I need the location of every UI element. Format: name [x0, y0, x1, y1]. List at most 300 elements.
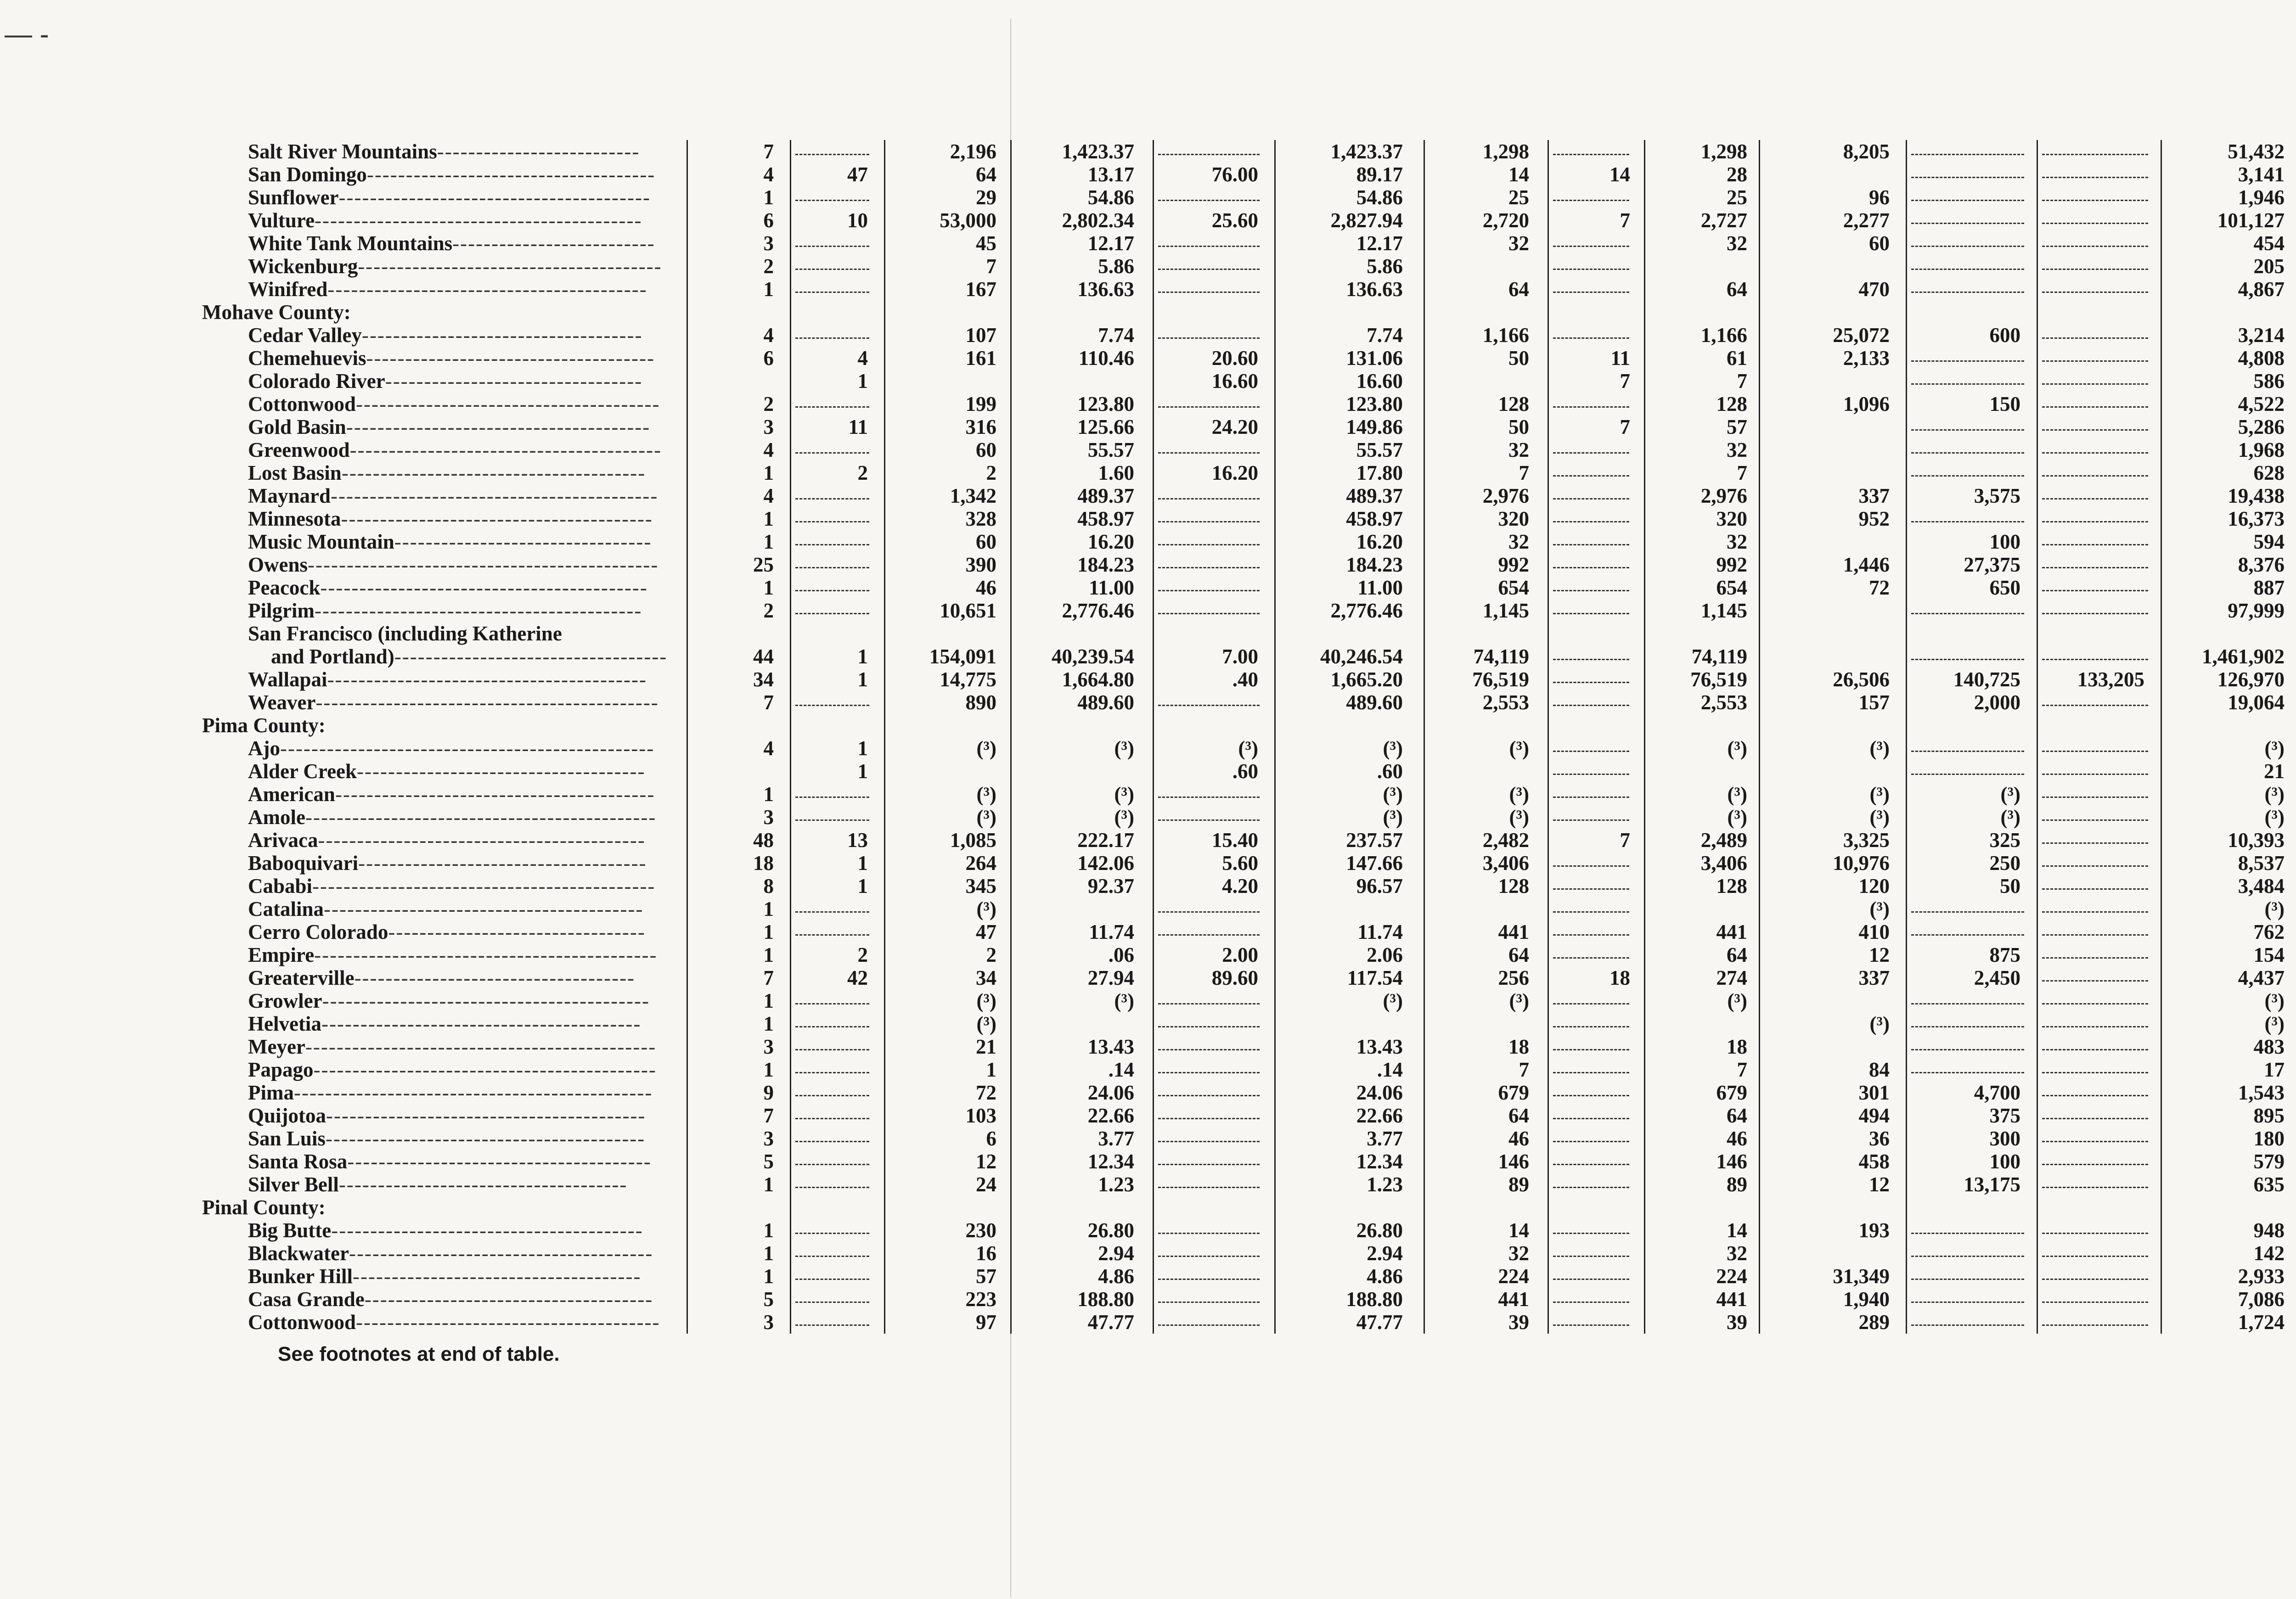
column-rule: [1548, 1311, 1549, 1334]
column-rule: [790, 255, 791, 278]
column-rule: [1274, 599, 1276, 622]
column-rule: [687, 1311, 688, 1334]
column-rule: [790, 1219, 791, 1242]
column-rule: [2037, 1104, 2038, 1127]
table-cell: 136.63: [1077, 278, 1134, 301]
table-cell: 4.86: [1367, 1265, 1403, 1288]
table-cell: 1,145: [1700, 599, 1747, 622]
column-rule: [1906, 966, 1907, 989]
column-rule: [1010, 875, 1012, 898]
table-cell: 36: [1869, 1127, 1890, 1150]
table-cell: 25: [1508, 186, 1529, 209]
empty-cell-dash: [1553, 774, 1629, 775]
column-rule: [1906, 943, 1907, 966]
column-rule: [884, 438, 885, 461]
column-rule: [1010, 714, 1012, 737]
table-cell: 4.86: [1098, 1265, 1134, 1288]
table-row: [202, 1288, 2296, 1311]
column-rule: [1906, 1311, 1907, 1334]
column-rule: [1759, 347, 1760, 370]
empty-cell-dash: [2042, 1003, 2148, 1004]
empty-cell-dash: [2042, 705, 2148, 706]
empty-cell-dash: [1553, 613, 1629, 614]
empty-cell-dash: [1553, 567, 1629, 568]
table-cell: 13: [847, 829, 868, 852]
empty-cell-dash: [795, 292, 869, 293]
column-rule: [687, 163, 688, 186]
column-rule: [2037, 989, 2038, 1012]
column-rule: [884, 209, 885, 232]
column-rule: [1644, 714, 1645, 737]
table-row: [202, 530, 2296, 553]
column-rule: [884, 1104, 885, 1127]
column-rule: [1424, 393, 1425, 415]
column-rule: [1906, 461, 1907, 484]
empty-cell-dash: [2042, 980, 2148, 982]
column-rule: [687, 507, 688, 530]
column-rule: [1644, 691, 1645, 714]
table-cell: 184.23: [1346, 553, 1403, 576]
column-rule: [884, 1242, 885, 1265]
empty-cell-dash: [795, 269, 869, 270]
empty-cell-dash: [2042, 337, 2148, 339]
column-rule: [1548, 370, 1549, 393]
column-rule: [884, 1127, 885, 1150]
table-cell: 74,119: [1473, 645, 1529, 668]
column-rule: [884, 530, 885, 553]
table-cell: 441: [1498, 1288, 1529, 1311]
column-rule: [687, 668, 688, 691]
row-label: and Portland)-----------------------------------: [271, 645, 668, 668]
column-rule: [1644, 875, 1645, 898]
column-rule: [1153, 1242, 1154, 1265]
table-row: [202, 1173, 2296, 1196]
table-row: [202, 829, 2296, 852]
table-cell: 2,776.46: [1330, 599, 1403, 622]
column-rule: [790, 393, 791, 415]
empty-cell-dash: [1553, 521, 1629, 522]
table-cell: 11.00: [1357, 576, 1403, 599]
column-rule: [790, 461, 791, 484]
empty-cell-dash: [2042, 1164, 2148, 1165]
column-rule: [1644, 301, 1645, 324]
column-rule: [2037, 1265, 2038, 1288]
row-label: Peacock------------------------------------------: [248, 576, 648, 599]
empty-cell-dash: [1158, 613, 1260, 614]
table-cell: 7: [1620, 829, 1630, 852]
column-rule: [790, 1173, 791, 1196]
column-rule: [1644, 898, 1645, 920]
table-cell: 1: [763, 898, 774, 920]
column-rule: [884, 347, 885, 370]
table-cell: 2,720: [1482, 209, 1529, 232]
column-rule: [1906, 1173, 1907, 1196]
column-rule: [2161, 1081, 2162, 1104]
column-rule: [884, 622, 885, 645]
table-cell: 24.06: [1087, 1081, 1134, 1104]
column-rule: [1424, 1196, 1425, 1219]
table-cell: 12.34: [1356, 1150, 1403, 1173]
empty-cell-dash: [1158, 1256, 1260, 1257]
empty-cell-dash: [1553, 475, 1629, 477]
table-cell: 18: [753, 852, 774, 875]
column-rule: [1424, 1012, 1425, 1035]
column-rule: [884, 599, 885, 622]
column-rule: [1153, 943, 1154, 966]
table-cell: (³): [1509, 783, 1529, 806]
column-rule: [1424, 278, 1425, 301]
empty-cell-dash: [1158, 498, 1260, 499]
column-rule: [2161, 1288, 2162, 1311]
column-rule: [1010, 1127, 1012, 1150]
column-rule: [1010, 599, 1012, 622]
column-rule: [1644, 852, 1645, 875]
empty-cell-dash: [1553, 246, 1629, 247]
table-cell: 133,205: [2077, 668, 2144, 691]
column-rule: [2037, 1081, 2038, 1104]
table-cell: 11.00: [1089, 576, 1134, 599]
column-rule: [1153, 415, 1154, 438]
column-rule: [687, 461, 688, 484]
column-rule: [1274, 737, 1276, 760]
column-rule: [1010, 668, 1012, 691]
column-rule: [1759, 232, 1760, 255]
row-label: Empire--------------------------------------------: [248, 943, 658, 966]
table-cell: 22.66: [1356, 1104, 1403, 1127]
row-label: Greenwood----------------------------------------: [248, 438, 662, 461]
empty-cell-dash: [1158, 521, 1260, 522]
column-rule: [1548, 461, 1549, 484]
empty-cell-dash: [1158, 911, 1260, 913]
column-rule: [1548, 301, 1549, 324]
column-rule: [1644, 622, 1645, 645]
table-cell: 679: [1498, 1081, 1529, 1104]
column-rule: [1274, 1012, 1276, 1035]
table-row: [202, 1150, 2296, 1173]
table-cell: 890: [965, 691, 996, 714]
column-rule: [1644, 783, 1645, 806]
empty-cell-dash: [1553, 1279, 1629, 1280]
table-row: [202, 415, 2296, 438]
empty-cell-dash: [795, 613, 869, 614]
column-rule: [1010, 1265, 1012, 1288]
table-cell: 64: [1508, 278, 1529, 301]
table-cell: 4,700: [1974, 1081, 2020, 1104]
column-rule: [1424, 209, 1425, 232]
column-rule: [1153, 484, 1154, 507]
row-label: Cottonwood---------------------------------------: [248, 1311, 660, 1334]
table-cell: 3: [763, 1127, 774, 1150]
column-rule: [1906, 783, 1907, 806]
table-cell: 224: [1716, 1265, 1747, 1288]
table-cell: 48: [753, 829, 774, 852]
footnote: See footnotes at end of table.: [278, 1343, 560, 1365]
table-cell: 1: [763, 461, 774, 484]
table-cell: 26.80: [1356, 1219, 1403, 1242]
empty-cell-dash: [1553, 682, 1629, 683]
column-rule: [1548, 645, 1549, 668]
column-rule: [1906, 438, 1907, 461]
column-rule: [1906, 760, 1907, 783]
table-cell: 458.97: [1346, 507, 1403, 530]
table-cell: (³): [1114, 989, 1134, 1012]
column-rule: [1548, 668, 1549, 691]
table-cell: 390: [965, 553, 996, 576]
table-cell: 110.46: [1078, 347, 1134, 370]
empty-cell-dash: [2042, 452, 2148, 454]
empty-cell-dash: [1911, 177, 2024, 178]
table-cell: (³): [1509, 989, 1529, 1012]
column-rule: [1759, 1127, 1760, 1150]
table-cell: .60: [1377, 760, 1403, 783]
table-cell: 76.00: [1211, 163, 1258, 186]
column-rule: [1274, 1035, 1276, 1058]
table-cell: 7: [763, 140, 774, 163]
table-row: [202, 1012, 2296, 1035]
column-rule: [2161, 415, 2162, 438]
empty-cell-dash: [1911, 751, 2024, 752]
column-rule: [1424, 760, 1425, 783]
table-cell: 2: [763, 393, 774, 415]
column-rule: [1010, 852, 1012, 875]
column-rule: [1153, 324, 1154, 347]
table-cell: 27.94: [1087, 966, 1134, 989]
table-cell: (³): [1727, 783, 1747, 806]
table-cell: 654: [1498, 576, 1529, 599]
column-rule: [790, 1196, 791, 1219]
column-rule: [687, 278, 688, 301]
column-rule: [1906, 278, 1907, 301]
column-rule: [1010, 1058, 1012, 1081]
table-row: [202, 645, 2296, 668]
empty-cell-dash: [2042, 269, 2148, 270]
table-cell: 2,553: [1482, 691, 1529, 714]
column-rule: [2037, 1288, 2038, 1311]
column-rule: [1759, 737, 1760, 760]
column-rule: [1424, 1081, 1425, 1104]
column-rule: [2037, 645, 2038, 668]
table-cell: 60: [976, 438, 996, 461]
column-rule: [1644, 163, 1645, 186]
column-rule: [790, 966, 791, 989]
column-rule: [1906, 393, 1907, 415]
column-rule: [1010, 140, 1012, 163]
column-rule: [1010, 301, 1012, 324]
table-row: [202, 1035, 2296, 1058]
column-rule: [1759, 783, 1760, 806]
column-rule: [1274, 393, 1276, 415]
table-cell: 97,999: [2228, 599, 2285, 622]
empty-cell-dash: [2042, 1072, 2148, 1073]
column-rule: [2037, 1219, 2038, 1242]
empty-cell-dash: [1911, 1279, 2024, 1280]
column-rule: [687, 301, 688, 324]
table-cell: (³): [1869, 783, 1890, 806]
table-cell: 34: [976, 966, 996, 989]
table-row: [202, 1219, 2296, 1242]
row-label: Cedar Valley------------------------------------: [248, 324, 643, 347]
column-rule: [2037, 1127, 2038, 1150]
empty-cell-dash: [1158, 406, 1260, 408]
column-rule: [2037, 1035, 2038, 1058]
column-rule: [1906, 301, 1907, 324]
table-cell: 5: [763, 1150, 774, 1173]
row-label: Pinal County:: [202, 1196, 326, 1219]
column-rule: [884, 1265, 885, 1288]
column-rule: [1548, 140, 1549, 163]
table-cell: 47.77: [1087, 1311, 1134, 1334]
column-rule: [1644, 1035, 1645, 1058]
table-cell: (³): [976, 989, 996, 1012]
column-rule: [1274, 232, 1276, 255]
column-rule: [2037, 163, 2038, 186]
table-cell: 64: [1727, 1104, 1747, 1127]
empty-cell-dash: [1911, 383, 2024, 385]
table-cell: .40: [1232, 668, 1258, 691]
empty-cell-dash: [1553, 751, 1629, 752]
empty-cell-dash: [2042, 1095, 2148, 1096]
table-cell: 32: [1727, 438, 1747, 461]
column-rule: [2161, 1104, 2162, 1127]
column-rule: [687, 829, 688, 852]
column-rule: [1759, 553, 1760, 576]
table-cell: 14: [1508, 163, 1529, 186]
table-cell: 489.60: [1077, 691, 1134, 714]
column-rule: [1759, 1012, 1760, 1035]
table-cell: 150: [1989, 393, 2020, 415]
column-rule: [1153, 209, 1154, 232]
table-cell: 50: [2000, 875, 2020, 898]
table-cell: 16.60: [1211, 370, 1258, 393]
column-rule: [1906, 209, 1907, 232]
column-rule: [1644, 484, 1645, 507]
column-rule: [1274, 783, 1276, 806]
table-row: [202, 714, 2296, 737]
column-rule: [2161, 645, 2162, 668]
column-rule: [687, 1219, 688, 1242]
empty-cell-dash: [795, 1072, 869, 1073]
table-cell: 320: [1498, 507, 1529, 530]
table-cell: 2,933: [2238, 1265, 2285, 1288]
empty-cell-dash: [1158, 154, 1260, 155]
column-rule: [1424, 1104, 1425, 1127]
column-rule: [1548, 829, 1549, 852]
table-cell: 1: [763, 943, 774, 966]
column-rule: [884, 645, 885, 668]
column-rule: [1274, 691, 1276, 714]
column-rule: [1153, 668, 1154, 691]
empty-cell-dash: [1158, 1072, 1260, 1073]
column-rule: [1759, 163, 1760, 186]
table-cell: 22.66: [1087, 1104, 1134, 1127]
column-rule: [687, 1265, 688, 1288]
table-cell: 72: [976, 1081, 996, 1104]
empty-cell-dash: [2042, 613, 2148, 614]
column-rule: [790, 209, 791, 232]
column-rule: [1759, 576, 1760, 599]
column-rule: [1010, 278, 1012, 301]
table-cell: 128: [1716, 393, 1747, 415]
empty-cell-dash: [1553, 1233, 1629, 1234]
column-rule: [1759, 760, 1760, 783]
table-cell: 64: [976, 163, 996, 186]
column-rule: [2037, 324, 2038, 347]
column-rule: [790, 507, 791, 530]
column-rule: [1424, 668, 1425, 691]
empty-cell-dash: [1553, 590, 1629, 591]
column-rule: [1424, 1288, 1425, 1311]
table-cell: 10,651: [940, 599, 996, 622]
column-rule: [884, 1311, 885, 1334]
column-rule: [687, 1081, 688, 1104]
table-cell: 2: [763, 599, 774, 622]
table-cell: 1: [857, 875, 868, 898]
row-label: Cababi--------------------------------------------: [248, 875, 656, 898]
column-rule: [790, 737, 791, 760]
empty-cell-dash: [2042, 1324, 2148, 1326]
table-cell: 3,141: [2238, 163, 2285, 186]
column-rule: [1759, 898, 1760, 920]
empty-cell-dash: [2042, 751, 2148, 752]
column-rule: [687, 553, 688, 576]
column-rule: [2161, 1035, 2162, 1058]
column-rule: [2161, 668, 2162, 691]
column-rule: [2161, 806, 2162, 829]
table-cell: 76,519: [1690, 668, 1747, 691]
column-rule: [1153, 737, 1154, 760]
column-rule: [1010, 1288, 1012, 1311]
empty-cell-dash: [2042, 177, 2148, 178]
table-cell: 7: [763, 966, 774, 989]
column-rule: [790, 1127, 791, 1150]
table-cell: 15.40: [1211, 829, 1258, 852]
table-cell: 55.57: [1087, 438, 1134, 461]
column-rule: [1153, 186, 1154, 209]
column-rule: [2161, 461, 2162, 484]
table-cell: 12.17: [1087, 232, 1134, 255]
table-cell: 2,000: [1974, 691, 2020, 714]
table-row: [202, 622, 2296, 645]
column-rule: [1644, 278, 1645, 301]
table-cell: 19,064: [2228, 691, 2285, 714]
table-cell: 26,506: [1833, 668, 1890, 691]
column-rule: [2037, 484, 2038, 507]
table-cell: 7: [1620, 415, 1630, 438]
table-cell: 64: [1508, 943, 1529, 966]
table-cell: 154: [2253, 943, 2285, 966]
table-cell: 11: [848, 415, 868, 438]
empty-cell-dash: [1553, 1003, 1629, 1004]
table-cell: (³): [976, 783, 996, 806]
column-rule: [1548, 1012, 1549, 1035]
column-rule: [1274, 852, 1276, 875]
column-rule: [790, 622, 791, 645]
column-rule: [1153, 1265, 1154, 1288]
table-cell: 1: [857, 760, 868, 783]
empty-cell-dash: [2042, 223, 2148, 224]
column-rule: [2037, 393, 2038, 415]
column-rule: [1644, 370, 1645, 393]
column-rule: [1548, 806, 1549, 829]
table-cell: 7: [986, 255, 996, 278]
column-rule: [1548, 943, 1549, 966]
column-rule: [687, 1127, 688, 1150]
table-cell: 131.06: [1346, 347, 1403, 370]
table-cell: 40,246.54: [1320, 645, 1403, 668]
column-rule: [2161, 370, 2162, 393]
table-cell: 328: [965, 507, 996, 530]
column-rule: [2037, 852, 2038, 875]
